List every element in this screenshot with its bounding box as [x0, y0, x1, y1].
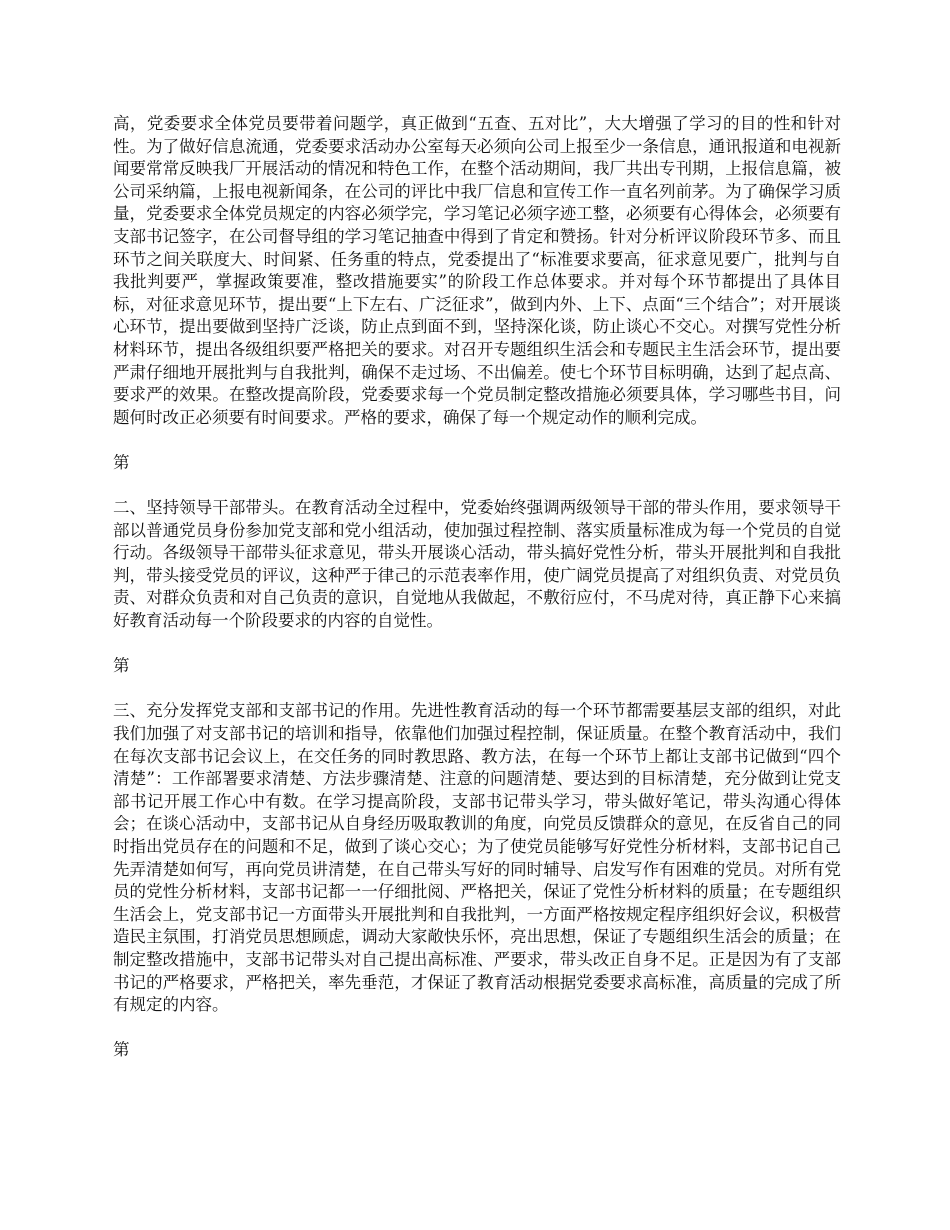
paragraph-branch-secretaries: 三、充分发挥党支部和支部书记的作用。先进性教育活动的每一个环节都需要基层支部的组织，对此我们加强了对支部书记的培训和指导，依靠他们加强过程控制，保证质量。在整个教育活动中，我们在每次支部书记会议上，在交任务的同时教思路、教方法，在每一个环节上都让支部书记做到“四个清楚”：工作部署要求清楚、方法步骤清楚、注意的问题清楚、要达到的目标清楚，充分做到让党支部书记开展工作心中有数。在学习提高阶段，支部书记带头学习，带头做好笔记，带头沟通心得体会；在谈心活动中，支部书记从自身经历吸取教训的角度，向党员反馈群众的意见，在反省自己的同时指出党员存在的问题和不足，做到了谈心交心；为了使党员能够写好党性分析材料，支部书记自己先弄清楚如何写，再向党员讲清楚，在自己带头写好的同时辅导、启发写作有困难的党员。对所有党员的党性分析材料，支部书记都一一仔细批阅、严格把关，保证了党性分析材料的质量；在专题组织生活会上，党支部书记一方面带头开展批判和自我批判，一方面严格按规定程序组织好会议，积极营造民主氛围，打消党员思想顾虑，调动大家敞快乐怀，亮出思想，保证了专题组织生活会的质量；在制定整改措施中，支部书记带头对自己提出高标准、严要求，带头改正自身不足。正是因为有了支部书记的严格要求，严格把关，率先垂范，才保证了教育活动根据党委要求高标准，高质量的完成了所有规定的内容。 — [113, 701, 841, 1015]
section-marker: 第 — [113, 452, 130, 472]
section-marker: 第 — [113, 656, 130, 676]
section-marker: 第 — [113, 1040, 130, 1060]
document-page — [113, 113, 841, 1085]
paragraph-study-requirements: 高，党委要求全体党员要带着问题学，真正做到“五查、五对比”，大大增强了学习的目的性和针对性。为了做好信息流通，党委要求活动办公室每天必须向公司上报至少一条信息，通讯报道和电视新闻要常常反映我厂开展活动的情况和特色工作，在整个活动期间，我厂共出专刊期，上报信息篇，被公司采纳篇，上报电视新闻条，在公司的评比中我厂信息和宣传工作一直名列前茅。为了确保学习质量，党委要求全体党员规定的内容必须学完，学习笔记必须字迹工整，必须要有心得体会，必须要有支部书记签字，在公司督导组的学习笔记抽查中得到了肯定和赞扬。针对分析评议阶段环节多、而且环节之间关联度大、时间紧、任务重的特点，党委提出了“标准要求要高，征求意见要广，批判与自我批判要严，掌握政策要准，整改措施要实”的阶段工作总体要求。并对每个环节都提出了具体目标，对征求意见环节，提出要“上下左右、广泛征求”，做到内外、上下、点面“三个结合”；对开展谈心环节，提出要做到坚持广泛谈，防止点到面不到，坚持深化谈，防止谈心不交心。对撰写党性分析材料环节，提出各级组织要严格把关的要求。对召开专题组织生活会和专题民主生活会环节，提出要严肃仔细地开展批判与自我批判，确保不走过场、不出偏差。使七个环节目标明确，达到了起点高、要求严的效果。在整改提高阶段，党委要求每一个党员制定整改措施必须要具体，学习哪些书目，问题何时改正必须要有时间要求。严格的要求，确保了每一个规定动作的顺利完成。 — [113, 114, 841, 427]
paragraph-leaders-lead: 二、坚持领导干部带头。在教育活动全过程中，党委始终强调两级领导干部的带头作用，要求领导干部以普通党员身份参加党支部和党小组活动，使加强过程控制、落实质量标准成为每一个党员的自觉行动。各级领导干部带头征求意见，带头开展谈心活动，带头搞好党性分析，带头开展批判和自我批判，带头接受党员的评议，这种严于律己的示范表率作用，使广阔党员提高了对组织负责、对党员负责、对群众负责和对自己负责的意识，自觉地从我做起，不敷衍应付，不马虎对待，真正静下心来搞好教育活动每一个阶段要求的内容的自觉性。 — [113, 498, 841, 631]
